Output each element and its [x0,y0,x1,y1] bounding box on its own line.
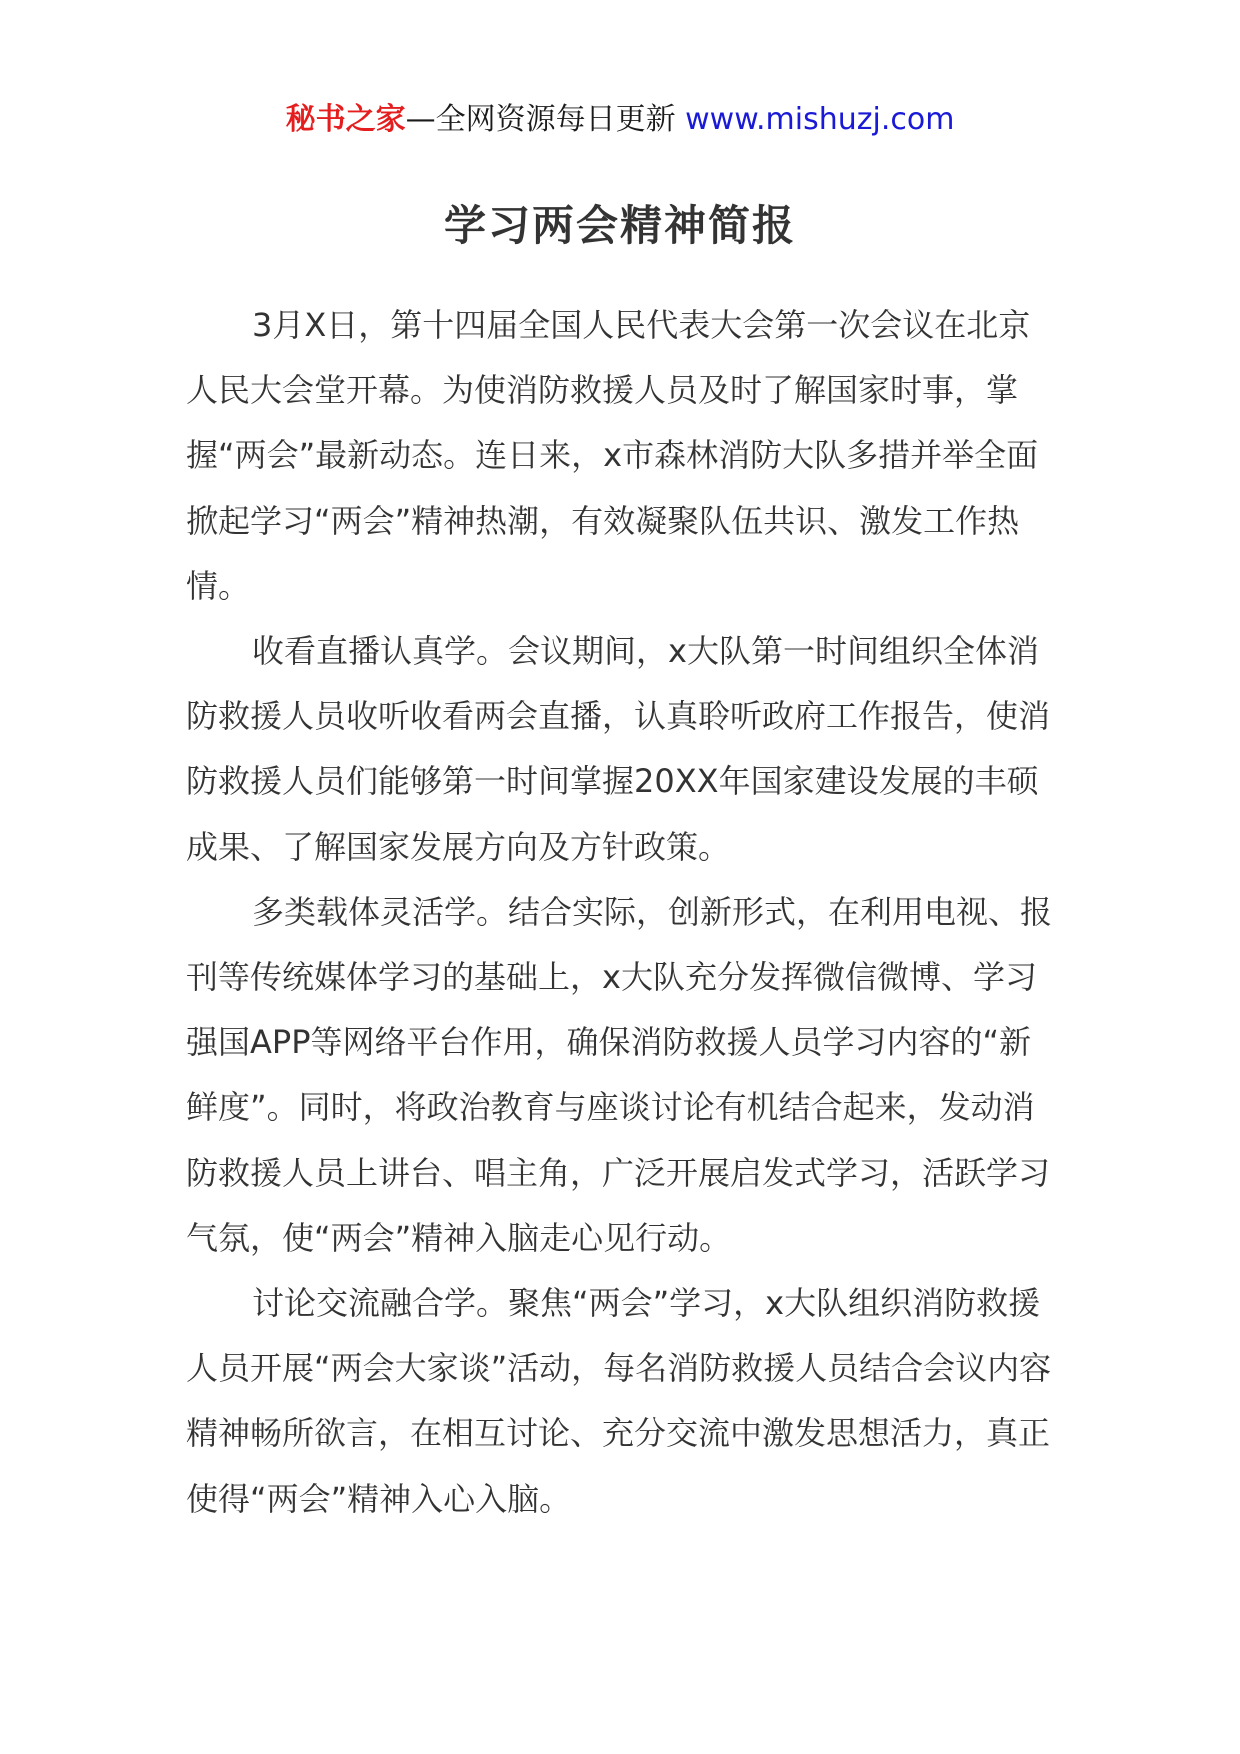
header-tagline: —全网资源每日更新 [405,102,686,137]
page-header [0,98,1240,142]
paragraph-discussion: 讨论交流融合学。聚焦“两会”学习，x大队组织消防救援人员开展“两会大家谈”活动，每名消防救援人员结合会议内容精神畅所欲言，在相互讨论、充分交流中激发思想活力，真正使得“两会”精神入心入脑。 [186,1284,1052,1518]
document-title: 学习两会精神简报 [443,201,796,250]
paragraph-live-broadcast: 收看直播认真学。会议期间，x大队第一时间组织全体消防救援人员收听收看两会直播，认真聆听政府工作报告，使消防救援人员们能够第一时间掌握20XX年国家建设发展的丰硕成果、了解国家发展方向及方针政策。 [186,632,1051,866]
document-body [186,293,1062,1532]
brand-name: 秘书之家 [285,102,406,137]
website-link[interactable]: www.mishuzj.com [685,102,955,137]
paragraph-intro: 3月X日，第十四届全国人民代表大会第一次会议在北京人民大会堂开幕。为使消防救援人员及时了解国家时事，掌握“两会”最新动态。连日来，x市森林消防大队多措并举全面掀起学习“两会”精神热潮，有效凝聚队伍共识、激发工作热情。 [186,306,1039,605]
paragraph-media-carriers: 多类载体灵活学。结合实际，创新形式，在利用电视、报刊等传统媒体学习的基础上，x大队充分发挥微信微博、学习强国APP等网络平台作用，确保消防救援人员学习内容的“新鲜度”。同时，将政治教育与座谈讨论有机结合起来，发动消防救援人员上讲台、唱主角，广泛开展启发式学习，活跃学习气氛，使“两会”精神入脑走心见行动。 [186,892,1053,1257]
